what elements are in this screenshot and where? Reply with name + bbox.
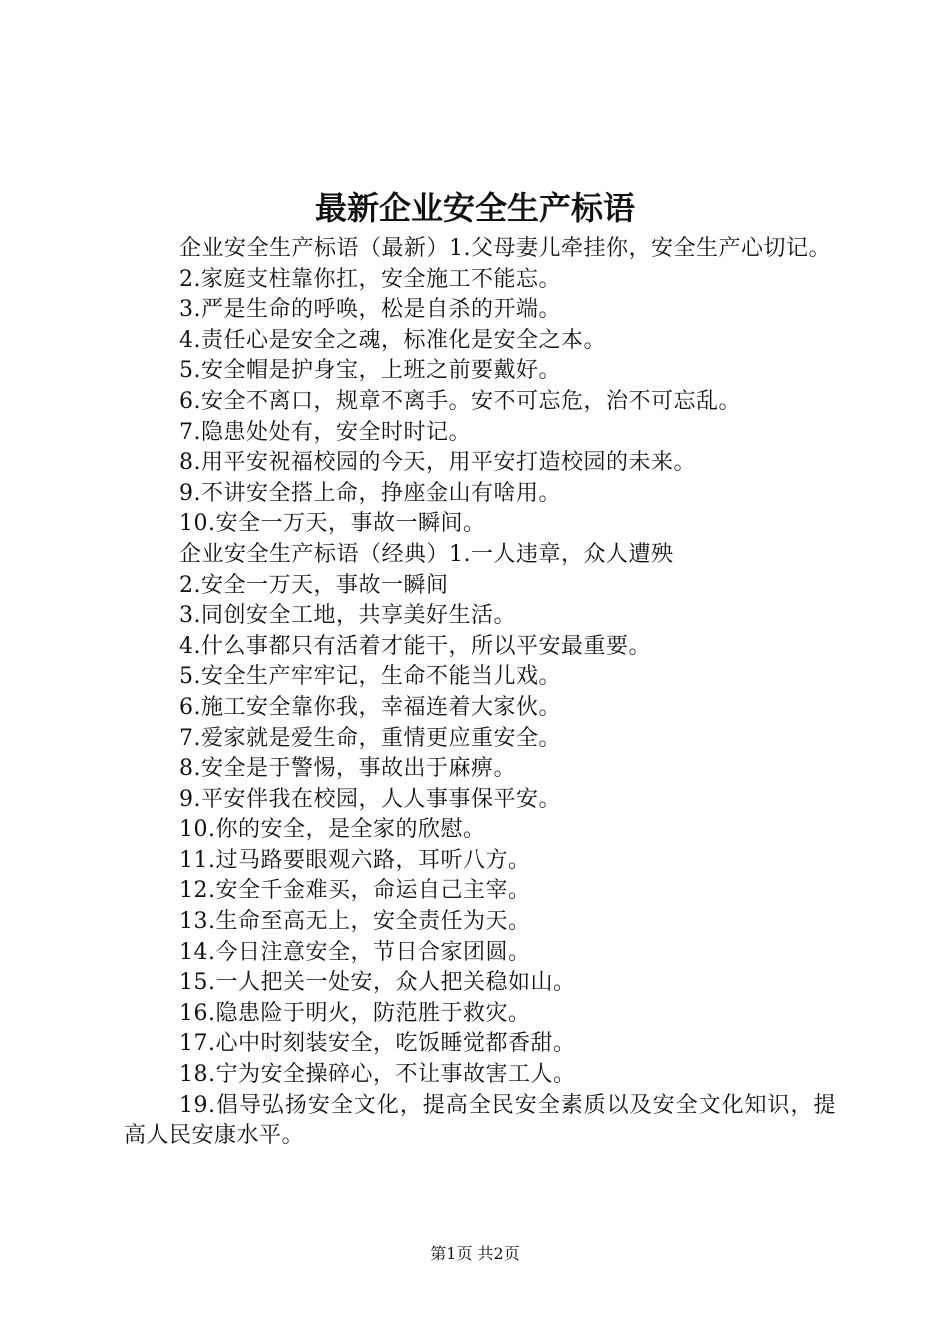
paragraph: 4.什么事都只有活着才能干，所以平安最重要。 — [179, 633, 651, 659]
paragraph: 18.宁为安全操碎心，不让事故害工人。 — [179, 1062, 576, 1088]
document-body — [124, 234, 836, 1152]
page-footer: 第1页 共2页 — [430, 1244, 520, 1263]
paragraph: 6.安全不离口，规章不离手。安不可忘危，治不可忘乱。 — [179, 388, 741, 414]
paragraph: 14.今日注意安全，节日合家团圆。 — [179, 939, 531, 965]
paragraph: 企业安全生产标语（最新）1.父母妻儿牵挂你，安全生产心切记。 — [179, 236, 831, 261]
paragraph: 11.过马路要眼观六路，耳听八方。 — [179, 847, 531, 873]
paragraph: 9.不讲安全搭上命，挣座金山有啥用。 — [179, 480, 561, 506]
paragraph: 8.用平安祝福校园的今天，用平安打造校园的未来。 — [179, 450, 696, 476]
paragraph: 13.生命至高无上，安全责任为天。 — [179, 909, 531, 935]
paragraph: 15.一人把关一处安，众人把关稳如山。 — [179, 970, 576, 996]
paragraph: 3.严是生命的呼唤，松是自杀的开端。 — [179, 297, 561, 323]
paragraph: 10.安全一万天，事故一瞬间。 — [179, 511, 486, 537]
paragraph: 3.同创安全工地，共享美好生活。 — [179, 603, 516, 629]
paragraph: 4.责任心是安全之魂，标准化是安全之本。 — [179, 327, 606, 353]
paragraph: 17.心中时刻装安全，吃饭睡觉都香甜。 — [179, 1031, 576, 1057]
document-title: 最新企业安全生产标语 — [314, 189, 635, 227]
paragraph: 7.隐患处处有，安全时时记。 — [179, 419, 471, 445]
paragraph: 企业安全生产标语（经典）1.一人违章，众人遭殃 — [179, 541, 674, 567]
paragraph: 7.爱家就是爱生命，重情更应重安全。 — [179, 725, 561, 751]
paragraph: 2.安全一万天，事故一瞬间 — [179, 572, 449, 598]
paragraph: 5.安全帽是护身宝，上班之前要戴好。 — [179, 358, 561, 384]
paragraph: 8.安全是于警惕，事故出于麻痹。 — [179, 756, 516, 782]
paragraph: 10.你的安全，是全家的欣慰。 — [179, 817, 486, 843]
paragraph: 5.安全生产牢牢记，生命不能当儿戏。 — [179, 664, 561, 690]
paragraph: 9.平安伴我在校园，人人事事保平安。 — [179, 786, 561, 812]
paragraph: 19.倡导弘扬安全文化，提高全民安全素质以及安全文化知识，提高人民安康水平。 — [124, 1092, 836, 1149]
paragraph: 2.家庭支柱靠你扛，安全施工不能忘。 — [179, 266, 561, 292]
paragraph: 6.施工安全靠你我，幸福连着大家伙。 — [179, 694, 561, 720]
paragraph: 12.安全千金难买，命运自己主宰。 — [179, 878, 531, 904]
paragraph: 16.隐患险于明火，防范胜于救灾。 — [179, 1000, 531, 1026]
